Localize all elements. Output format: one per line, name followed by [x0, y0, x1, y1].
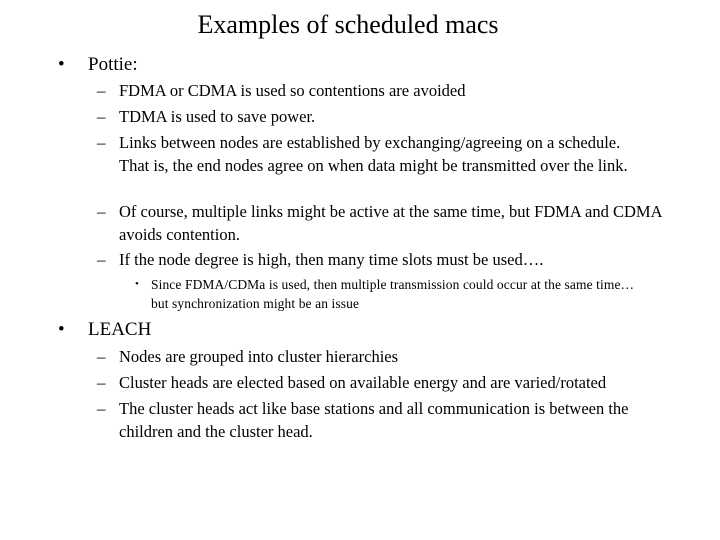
list-item: The cluster heads act like base stations and all communication is between the children and the cluster head.: [119, 399, 629, 441]
section-heading-leach: LEACH: [88, 319, 152, 340]
bullet-icon: •: [58, 54, 65, 75]
list-item: If the node degree is high, then many time slots must be used….: [119, 250, 544, 269]
list-item: FDMA or CDMA is used so contentions are avoided: [119, 81, 466, 100]
dash-icon: –: [97, 81, 106, 100]
list-item: Links between nodes are established by exchanging/agreeing on a schedule. That is, the end nodes agree on when data might be transmitted over the link.: [119, 133, 628, 175]
dash-icon: –: [97, 107, 106, 126]
dash-icon: –: [97, 347, 106, 366]
list-item: TDMA is used to save power.: [119, 107, 316, 126]
section-heading-pottie: Pottie:: [88, 54, 138, 75]
dash-icon: –: [97, 399, 106, 418]
dash-icon: –: [97, 373, 106, 392]
dash-icon: –: [97, 202, 106, 221]
list-item: Since FDMA/CDMa is used, then multiple transmission could occur at the same time…but synchronization might be an issue: [151, 277, 635, 311]
slide-title: Examples of scheduled macs: [197, 10, 499, 39]
list-item: Cluster heads are elected based on available energy and are varied/rotated: [119, 373, 607, 392]
bullet-icon: •: [58, 319, 65, 340]
list-item: Of course, multiple links might be active at the same time, but FDMA and CDMA avoids contention.: [119, 202, 662, 244]
list-item: Nodes are grouped into cluster hierarchies: [119, 347, 399, 366]
bullet-icon: •: [135, 278, 139, 290]
dash-icon: –: [97, 250, 106, 269]
dash-icon: –: [97, 133, 106, 152]
